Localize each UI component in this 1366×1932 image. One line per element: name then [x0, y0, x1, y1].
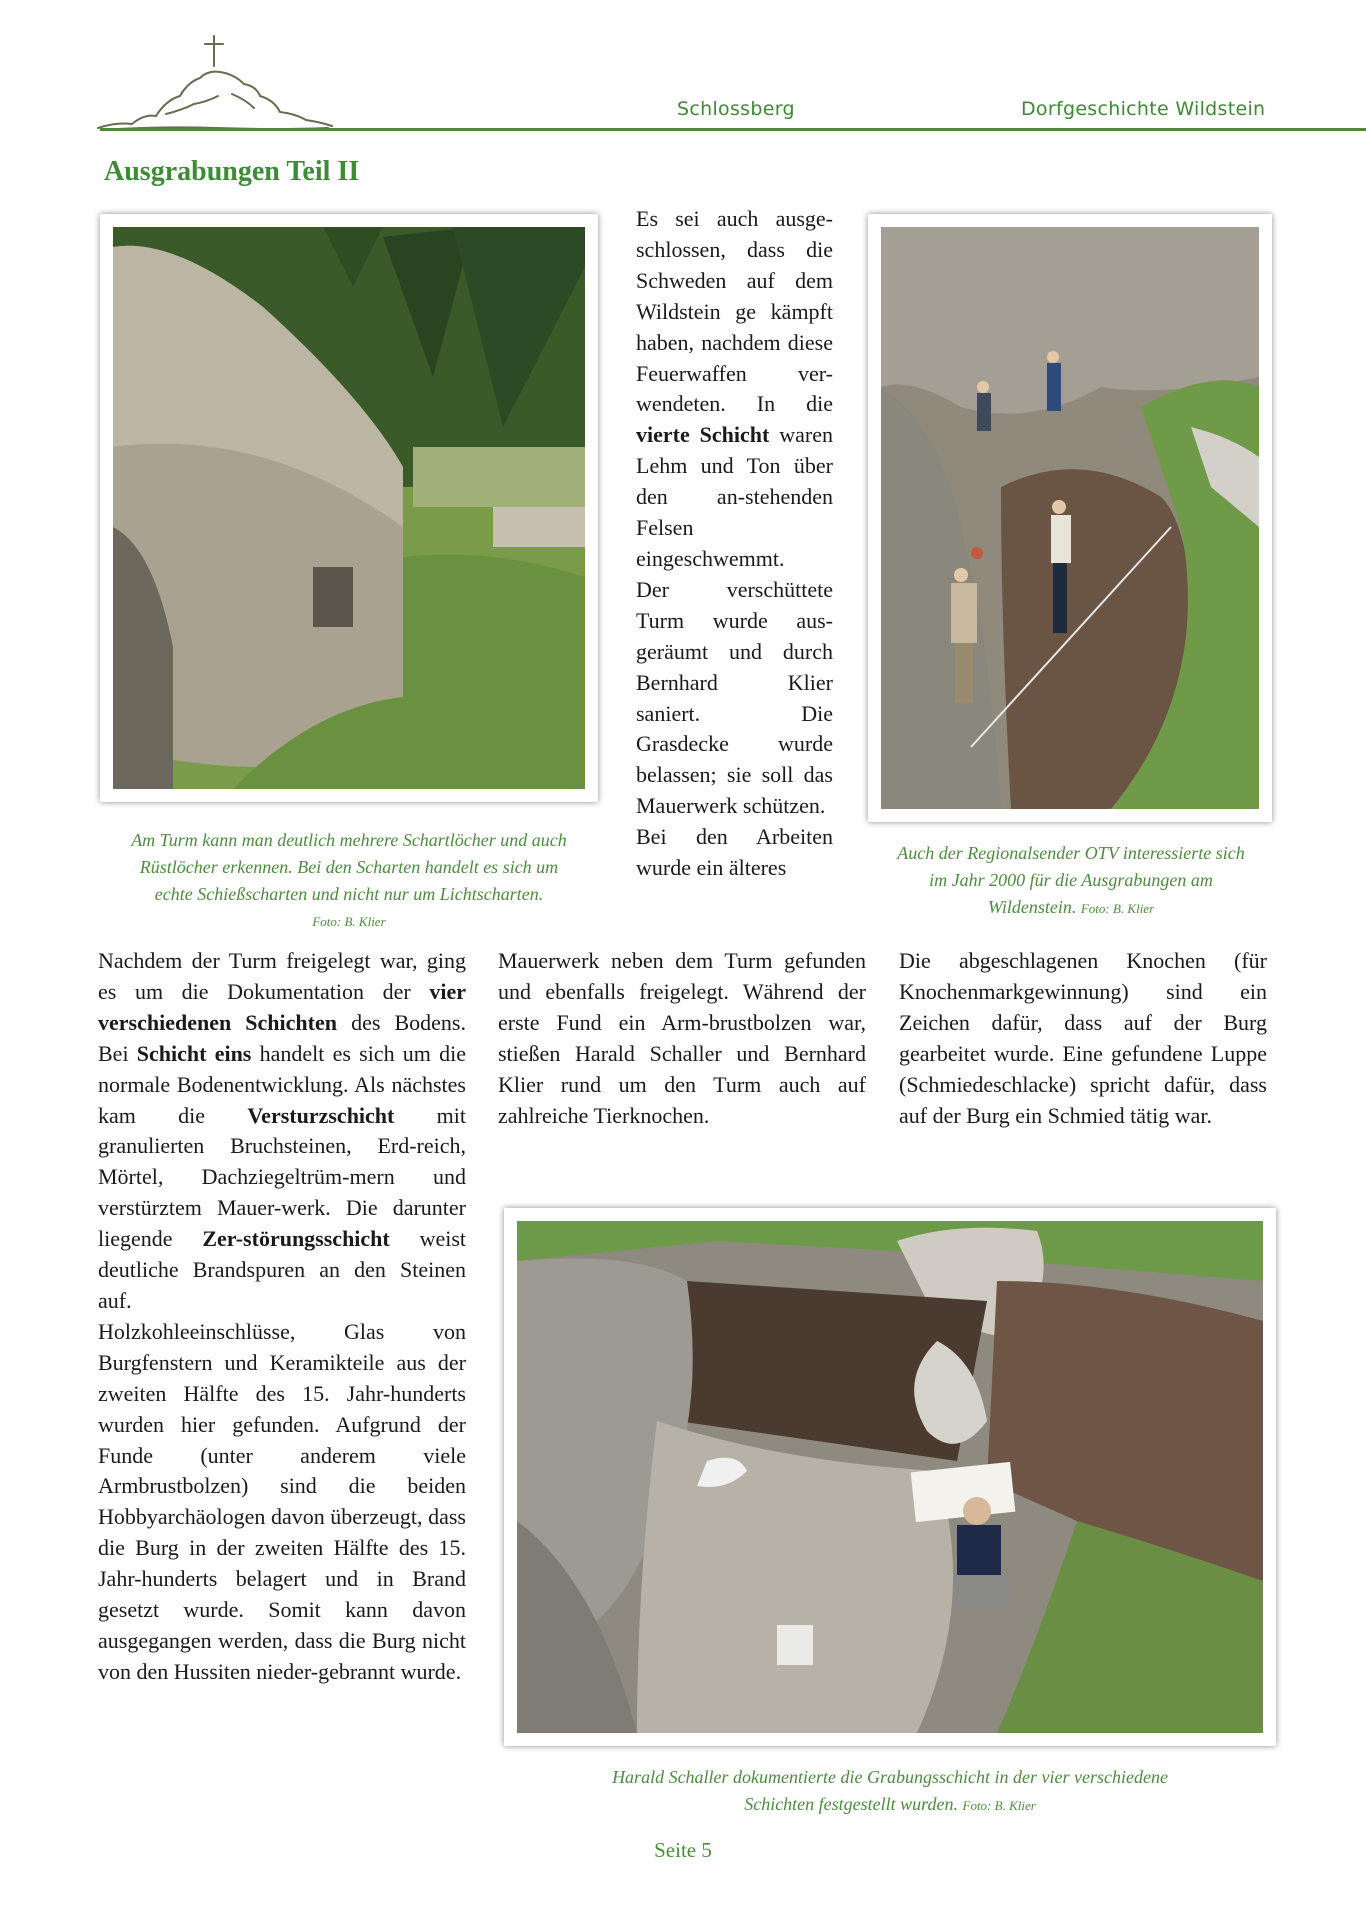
photo-documentation-trench — [504, 1208, 1276, 1746]
paragraph: Die abgeschlagenen Knochen (für Knochenmarkgewinnung) sind ein Zeichen dafür, dass auf der Burg gearbeitet wurde. Eine gefundene Luppe (Schmiedeschlacke) spricht dafür, dass auf der Burg ein Schmied tätig war. — [899, 948, 1267, 1128]
text-run: handelt es sich um die normale Bodenentwicklung. Als nächstes kam die — [98, 1040, 467, 1128]
bold-term: Versturzschicht — [247, 1102, 395, 1128]
text-run: des Bodens. Bei — [98, 1009, 466, 1066]
caption-line: im Jahr 2000 für die Ausgrabungen am — [929, 870, 1213, 890]
paragraph: Holzkohleeinschlüsse, Glas von Burgfenstern und Keramikteile aus der zweiten Hälfte des 15. Jahr-hunderts wurden hier gefunden. Aufgrund der Funde (unter anderem viele Armbrustbolzen) sind die beiden Hobbyarchäologen davon überzeugt, dass die Burg in der zweiten Hälfte des 15. Jahr-hunderts belagert und in Brand gesetzt wurde. Somit kann davon ausgegangen werden, dass die Burg nicht von den Hussiten nieder-gebrannt wurde. — [98, 1318, 466, 1684]
caption-line: Wildenstein. — [987, 897, 1077, 917]
caption-line: Schichten festgestellt wurden. — [744, 1794, 958, 1814]
caption-photo-tower — [100, 827, 598, 935]
photo-credit: Foto: B. Klier — [1080, 901, 1155, 916]
text-run: mit granulierten Bruchsteinen, Erd-reich, Mörtel, Dachziegeltrüm-mern und verstürztem Mauer-werk. Die darunter liegende — [98, 1102, 466, 1252]
photo-excavation-team — [868, 214, 1272, 822]
header-section: Schlossberg — [677, 98, 795, 120]
bold-term: Schicht eins — [136, 1040, 252, 1066]
caption-line: Rüstlöcher erkennen. Bei den Scharten handelt es sich um — [139, 857, 559, 877]
text-run: Nachdem der Turm freigelegt war, ging es um die Dokumentation der — [98, 948, 466, 1004]
page-number: Seite 5 — [654, 1838, 712, 1862]
paragraph: Mauerwerk neben dem Turm gefunden und ebenfalls freigelegt. Während der erste Fund ein Arm-brustbolzen war, stießen Harald Schaller und Bernhard Klier rund um den Turm auch auf zahlreiche Tierknochen. — [498, 948, 866, 1128]
text-run: waren Lehm und Ton über den an-stehenden Felsen eingeschwemmt. — [636, 422, 833, 571]
paragraph — [98, 946, 466, 1317]
photo-credit: Foto: B. Klier — [962, 1798, 1036, 1813]
photo-credit: Foto: B. Klier — [312, 914, 386, 929]
caption-line: echte Schießscharten und nicht nur um Lichtscharten. — [154, 884, 544, 904]
caption-photo-documentation — [504, 1764, 1276, 1819]
caption-photo-team — [866, 840, 1276, 922]
caption-line: Auch der Regionalsender OTV interessierte sich — [897, 843, 1245, 863]
left-text-column — [98, 946, 466, 1688]
photo-tower-ruins — [100, 214, 598, 802]
bold-term: vierte Schicht — [636, 422, 770, 448]
middle-text-top — [636, 204, 833, 884]
page-title: Ausgrabungen Teil II — [104, 156, 360, 187]
caption-line: Am Turm kann man deutlich mehrere Schartlöcher und auch — [131, 830, 567, 850]
bold-term: vier verschiedenen Schichten — [98, 978, 467, 1035]
paragraph: Der verschüttete Turm wurde aus-geräumt und durch Bernhard Klier saniert. Die Grasdecke wurde belassen; sie soll das Mauerwerk schützen. — [636, 576, 833, 819]
text-run: Es sei auch ausge-schlossen, dass die Schweden auf dem Wildstein ge kämpft haben, nachdem diese Feuerwaffen ver-wendeten. In die — [636, 206, 833, 417]
paragraph: Bei den Arbeiten wurde ein älteres — [636, 824, 833, 881]
text-run: weist deutliche Brandspuren an den Steinen auf. — [98, 1226, 467, 1313]
castle-hill-logo-icon — [96, 30, 336, 134]
caption-line: Harald Schaller dokumentierte die Grabungsschicht in der vier verschiedene — [612, 1767, 1168, 1787]
header-divider — [100, 128, 1366, 131]
middle-text-bottom — [498, 946, 866, 1131]
paragraph — [636, 204, 833, 575]
header-publication: Dorfgeschichte Wildstein — [1021, 98, 1266, 120]
right-text-column — [899, 946, 1267, 1131]
bold-term: Zer-störungsschicht — [202, 1226, 390, 1252]
